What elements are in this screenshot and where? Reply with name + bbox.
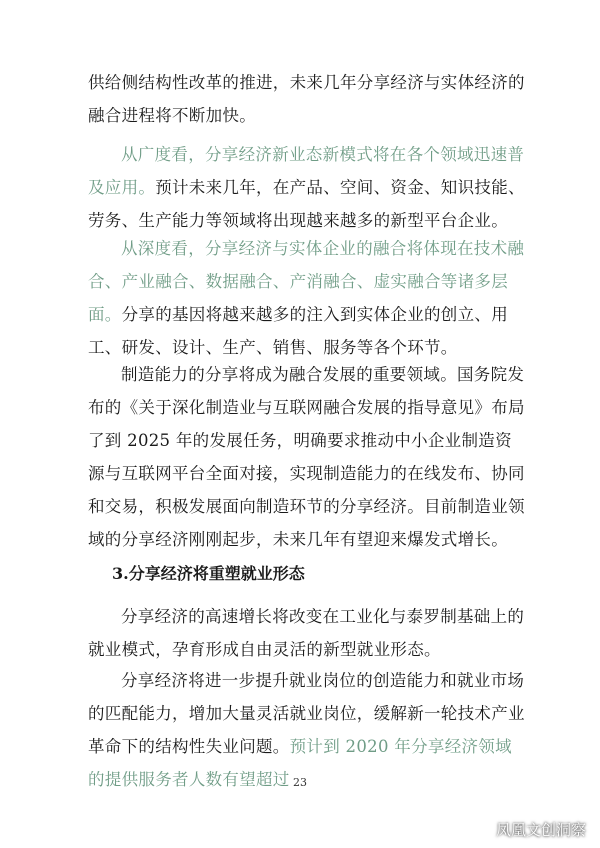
paragraph-5-text: 分享经济的高速增长将改变在工业化与泰罗制基础上的就业模式，孕育形成自由灵活的新型就业形态。 [88,607,525,659]
paragraph-6-text: 分享经济将进一步提升就业岗位的创造能力和就业市场的匹配能力，增加大量灵活就业岗位，缓解新一轮技术产业革命下的结构性失业问题。 [88,671,525,756]
paragraph-2 [88,138,528,237]
paragraph-4-text: 制造能力的分享将成为融合发展的重要领域。国务院发布的《关于深化制造业与互联网融合发展的指导意见》布局了到 2025 年的发展任务，明确要求推动中小企业制造资源与互联网平台全面对接，实现制造能力的在线发布、协同和交易，积极发展面向制造环节的分享经济。目前制造业领域的分享经济刚刚起步，未来几年有望迎来爆发式增长。 [88,365,525,549]
paragraph-2-rest: 预计未来几年，在产品、空间、资金、知识技能、劳务、生产能力等领域将出现越来越多的新型平台企业。 [88,178,525,230]
section-heading: 3.分享经济将重塑就业形态 [112,564,305,583]
paragraph-6-highlight: 预计到 2020 年分享经济领域的提供服务者人数有望超过 [88,737,512,789]
paragraph-1-text: 供给侧结构性改革的推进，未来几年分享经济与实体经济的融合进程将不断加快。 [88,73,525,125]
paragraph-4 [88,358,528,556]
paragraph-3 [88,232,528,364]
paragraph-2-highlight: 从广度看，分享经济新业态新模式将在各个领域迅速普及应用。 [88,145,525,197]
paragraph-3-rest: 分享的基因将越来越多的注入到实体企业的创立、用工、研发、设计、生产、销售、服务等各个环节。 [88,305,509,357]
watermark-text: 凤凰文创洞察 [495,821,586,839]
paragraph-1 [88,66,528,132]
watermark [468,819,586,840]
paragraph-3-highlight: 从深度看，分享经济与实体企业的融合将体现在技术融合、产业融合、数据融合、产消融合、虚实融合等诸多层面。 [88,239,525,324]
wechat-icon [468,821,490,839]
page-number: 23 [293,776,307,789]
paragraph-5 [88,600,528,666]
